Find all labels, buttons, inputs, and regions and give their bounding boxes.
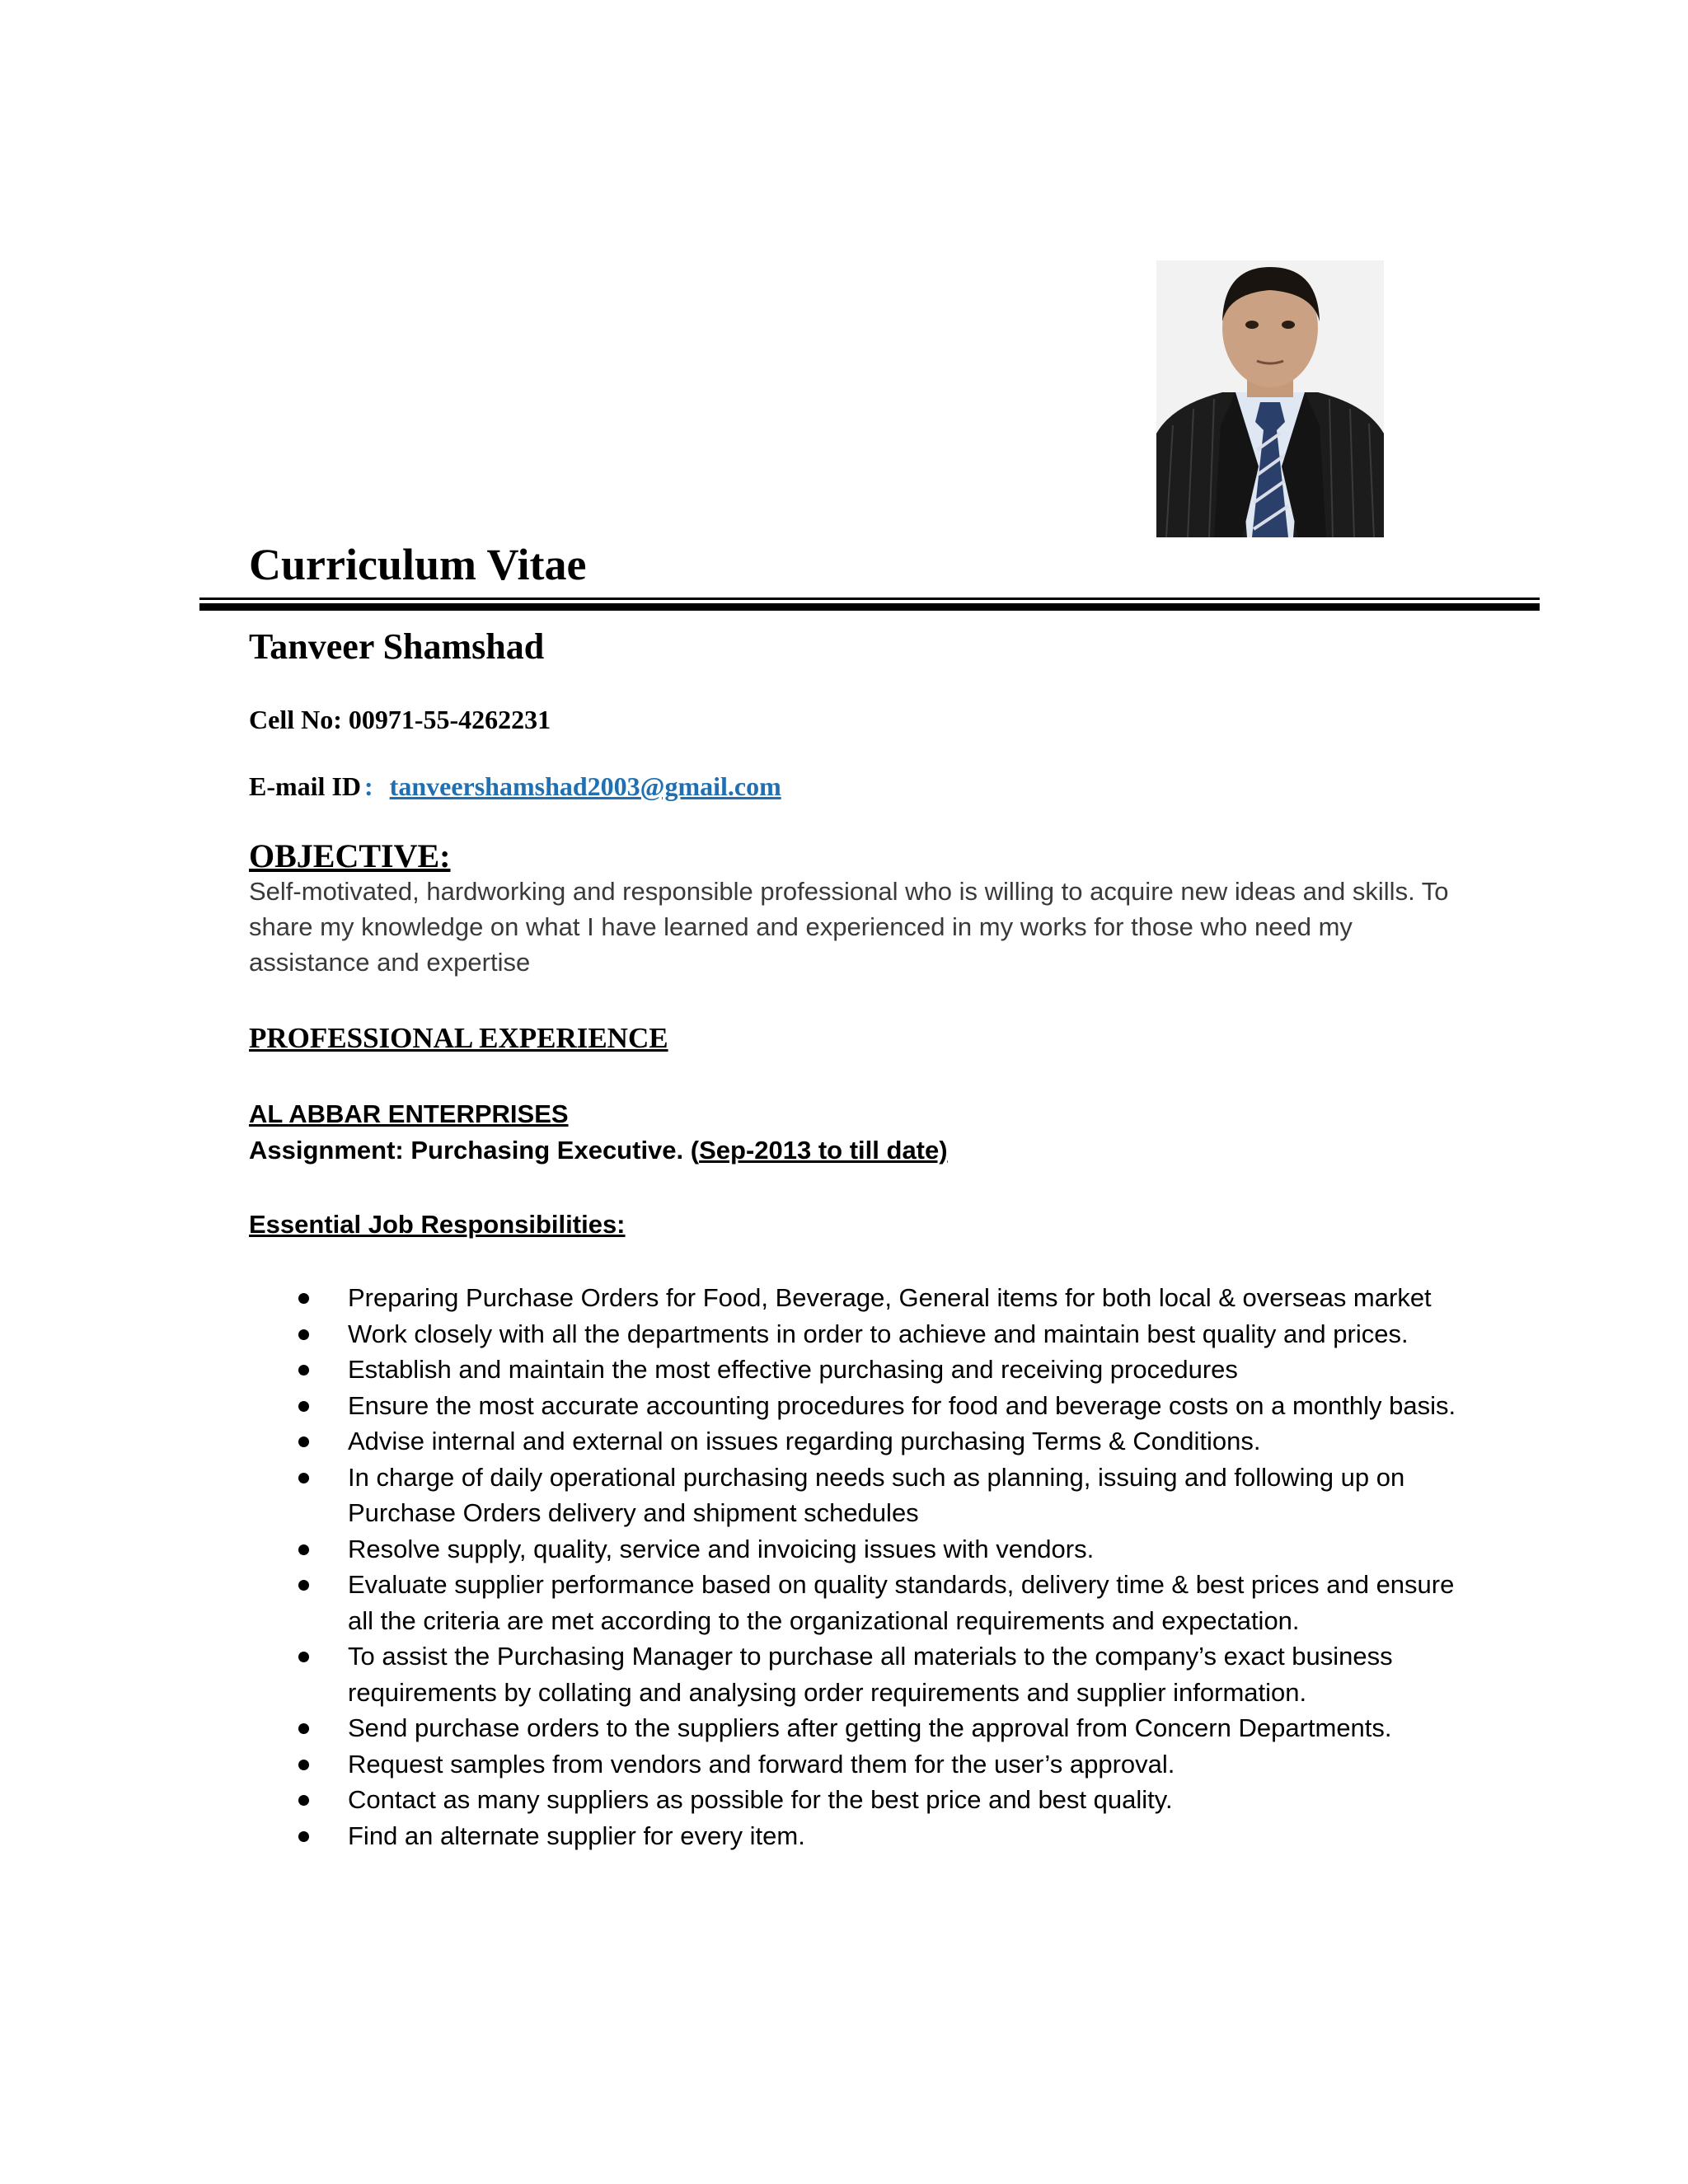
- list-item: [249, 1638, 1469, 1710]
- list-item: [249, 1280, 1469, 1316]
- list-item-text: Establish and maintain the most effective purchasing and receiving procedures: [348, 1355, 1238, 1384]
- bullet-icon: [298, 1723, 309, 1734]
- bullet-icon: [298, 1652, 309, 1662]
- title-rule-thin: [199, 598, 1540, 600]
- professional-experience-heading: PROFESSIONAL EXPERIENCE: [249, 1022, 668, 1054]
- bullet-icon: [298, 1544, 309, 1555]
- list-item-text: Evaluate supplier performance based on quality standards, delivery time & best prices and ensure all the criteria are met according to the organizational requirements and expectation.: [348, 1570, 1455, 1635]
- responsibilities-list: [249, 1280, 1469, 1854]
- list-item-text: In charge of daily operational purchasing needs such as planning, issuing and following up on Purchase Orders delivery and shipment schedules: [348, 1462, 1405, 1527]
- bullet-icon: [298, 1293, 309, 1304]
- profile-photo: [1156, 260, 1384, 537]
- company-name: AL ABBAR ENTERPRISES: [249, 1099, 569, 1128]
- responsibilities-heading: Essential Job Responsibilities:: [249, 1210, 626, 1239]
- cell-value: 00971-55-4262231: [348, 705, 551, 734]
- list-item-text: To assist the Purchasing Manager to purchase all materials to the company’s exact business requirements by collating and analysing order requirements and supplier information.: [348, 1642, 1393, 1707]
- bullet-icon: [298, 1436, 309, 1447]
- assignment-dates: Sep-2013 to till date): [699, 1136, 948, 1165]
- bullet-icon: [298, 1401, 309, 1412]
- assignment-line: [249, 1132, 948, 1169]
- bullet-icon: [298, 1760, 309, 1770]
- bullet-icon: [298, 1795, 309, 1806]
- objective-heading: OBJECTIVE:: [249, 837, 451, 874]
- email-colon: :: [364, 771, 373, 801]
- bullet-icon: [298, 1473, 309, 1483]
- list-item-text: Request samples from vendors and forward them for the user’s approval.: [348, 1749, 1175, 1779]
- list-item: [249, 1531, 1469, 1568]
- list-item: [249, 1352, 1469, 1388]
- email-label: E-mail ID: [249, 771, 361, 801]
- bullet-icon: [298, 1831, 309, 1842]
- list-item-text: Preparing Purchase Orders for Food, Beverage, General items for both local & overseas market: [348, 1283, 1432, 1312]
- list-item-text: Find an alternate supplier for every item.: [348, 1821, 805, 1850]
- list-item: [249, 1423, 1469, 1460]
- cell-number-line: [249, 701, 551, 738]
- list-item: [249, 1818, 1469, 1854]
- list-item: [249, 1567, 1469, 1638]
- list-item-text: Contact as many suppliers as possible for the best price and best quality.: [348, 1785, 1173, 1814]
- list-item-text: Advise internal and external on issues regarding purchasing Terms & Conditions.: [348, 1427, 1261, 1455]
- candidate-name: Tanveer Shamshad: [249, 626, 545, 667]
- list-item: [249, 1460, 1469, 1531]
- cell-label: Cell No:: [249, 705, 342, 734]
- list-item: [249, 1782, 1469, 1818]
- email-line: [249, 768, 781, 804]
- list-item: [249, 1388, 1469, 1424]
- list-item-text: Ensure the most accurate accounting procedures for food and beverage costs on a monthly basis.: [348, 1390, 1456, 1420]
- list-item: [249, 1316, 1469, 1352]
- assignment-open-paren: (: [690, 1136, 700, 1165]
- objective-text: Self-motivated, hardworking and responsible professional who is willing to acquire new ideas and skills. To share my knowledge on what I have learned and experienced in my works for those who need my assistance and expertise: [249, 877, 1449, 977]
- title-rule-thick: [199, 603, 1540, 611]
- list-item-text: Resolve supply, quality, service and invoicing issues with vendors.: [348, 1534, 1095, 1563]
- bullet-icon: [298, 1365, 309, 1376]
- list-item: [249, 1746, 1469, 1783]
- list-item: [249, 1710, 1469, 1746]
- bullet-icon: [298, 1580, 309, 1591]
- list-item-text: Work closely with all the departments in order to achieve and maintain best quality and prices.: [348, 1319, 1409, 1348]
- list-item-text: Send purchase orders to the suppliers after getting the approval from Concern Departments.: [348, 1713, 1392, 1742]
- email-link[interactable]: tanveershamshad2003@gmail.com: [389, 771, 781, 801]
- document-title: Curriculum Vitae: [249, 540, 587, 589]
- bullet-icon: [298, 1329, 309, 1340]
- assignment-label: Assignment: Purchasing Executive.: [249, 1136, 684, 1165]
